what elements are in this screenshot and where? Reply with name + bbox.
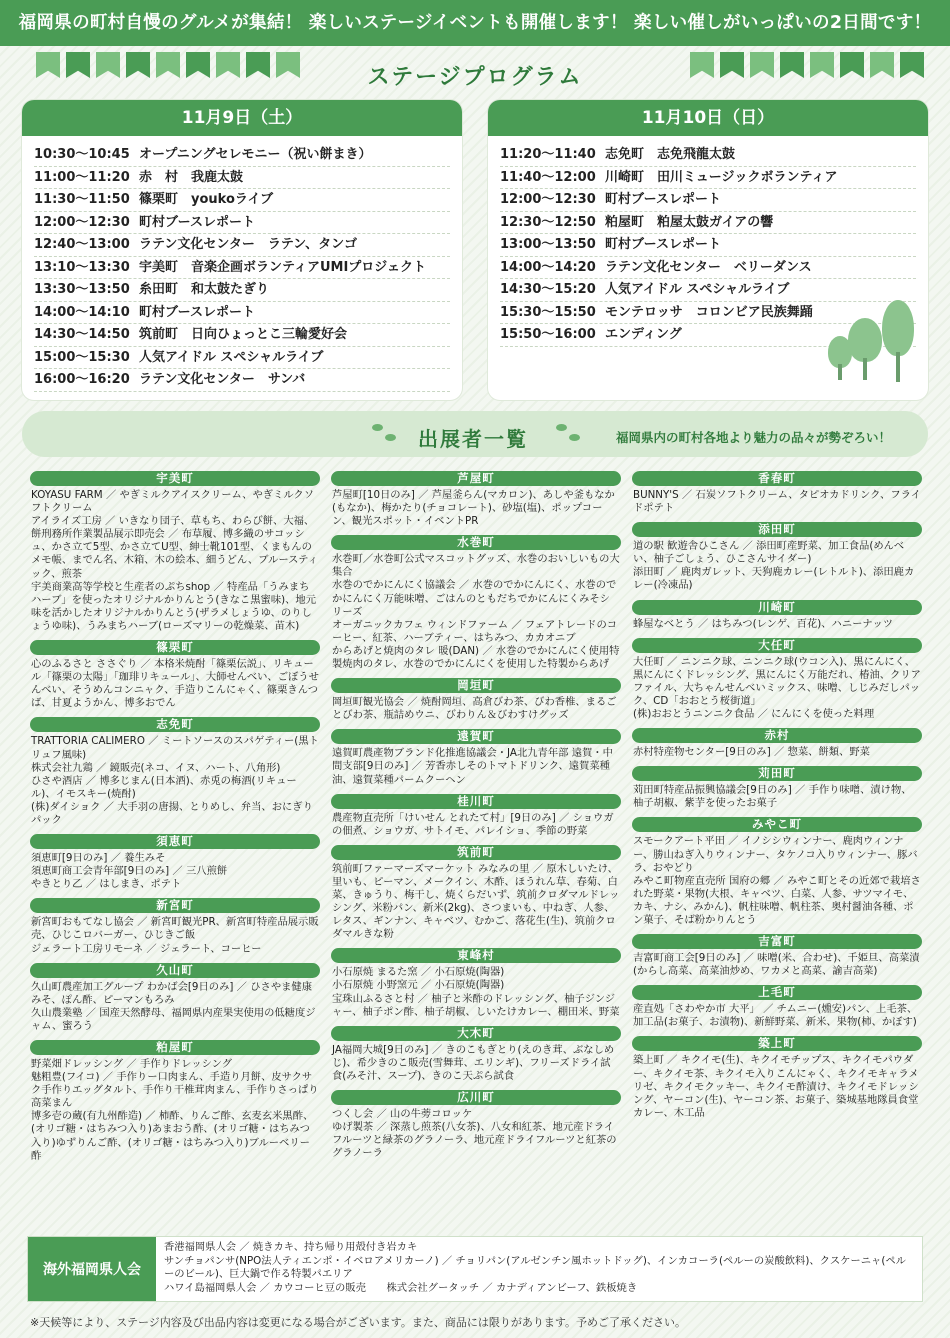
- schedule-act: ラテン文化センター サンバ: [139, 372, 306, 387]
- town-exhibitors: 苅田町特産品振興協議会[9日のみ] ／ 手作り味噌、漬け物、柚子胡椒、紫芋を使ったお菓子: [633, 784, 912, 810]
- schedule-time: 11:20～11:40: [500, 147, 596, 162]
- schedule-act: ラテン文化センター ラテン、タンゴ: [139, 237, 358, 252]
- town-header: 岡垣町: [331, 678, 621, 693]
- town-exhibitors: 築上町 ／ キクイモ(生)、キクイモチップス、キクイモパウダー、キクイモ茶、キクイモ入りこんにゃく、キクイモキャラメリゼ、キクイモクッキー、キクイモ酢漬け、キクイモドレッシング、ヤーコン(生)、ヤーコン茶、お菓子、築城基地隊員食堂カレー、木工品: [633, 1054, 919, 1119]
- town-exhibitors: つくし会 ／ 山の牛蒡コロッケ ゆげ製茶 ／ 深蒸し煎茶(八女茶)、八女和紅茶、地元産ドライフルーツと緑茶のグラノーラ、地元産ドライフルーツと紅茶のグラノーラ: [332, 1108, 617, 1160]
- town-header: 新宮町: [30, 898, 320, 913]
- town-exhibitors: スモークアート平田 ／ イノシシウィンナー、鹿肉ウィンナー、勝山ねぎ入りウィンナー、タケノコ入りウィンナー、豚バラ、おやどり みやこ町物産直売所 国府の郷 ／ みやこ町とその近郊で栽培された野菜・果物(大根、キャベツ、白菜、人参、サツマイモ、カキ、ナシ、みかん)、帆柱味噌、帆柱茶、奥村醤油各種、ポン菓子、そば粉かりんとう: [633, 835, 921, 926]
- town-header: 久山町: [30, 963, 320, 978]
- town-exhibitors: 野菜畑ドレッシング ／ 手作りドレッシング 魅粗豊(フイコ) ／ 手作りー口肉まん、手造り月餅、皮サクサク手作りエッグタルト、手作り干椎茸肉まん、手作りさっぱり高菜まん 博多壱の蔵(有九州酢造) ／ 柿酢、りんご酢、玄麦玄米黒酢、(オリゴ糖・はちみつ入り)あまおう酢、(オリゴ糖・はちみつ入り)ゆずりんご酢、(オリゴ糖・はちみつ入り)ブルーベリー酢: [31, 1058, 319, 1162]
- day1-list: [22, 136, 462, 400]
- header-banner: 福岡県の町村自慢のグルメが集結！ 楽しいステージイベントも開催します！ 楽しい催しがいっぱいの2日間です！: [0, 0, 950, 46]
- town-header: 東峰村: [331, 948, 621, 963]
- schedule-item: [34, 212, 450, 235]
- schedule-item: [500, 189, 916, 212]
- town-header: 苅田町: [632, 766, 922, 781]
- schedule-act: エンディング: [605, 327, 682, 342]
- schedule-item: [34, 144, 450, 167]
- town-header: 粕屋町: [30, 1040, 320, 1055]
- schedule-item: [34, 302, 450, 325]
- town-header: 大任町: [632, 638, 922, 653]
- schedule-act: 赤 村 我鹿太鼓: [139, 169, 244, 185]
- town-header: 志免町: [30, 717, 320, 732]
- schedule-item: [500, 302, 916, 325]
- schedule-time: 14:30～14:50: [34, 327, 130, 342]
- town-header: 筑前町: [331, 845, 621, 860]
- exhibitors-subtitle: 福岡県内の町村各地より魅力の品々が勢ぞろい！: [616, 430, 892, 445]
- town-header: 芦屋町: [331, 471, 621, 486]
- town-header: 大木町: [331, 1026, 621, 1041]
- overseas-section: [27, 1236, 923, 1302]
- schedule-act: 町村ブースレポート: [605, 237, 721, 252]
- schedule-time: 15:30～15:50: [500, 304, 596, 320]
- schedule-act: 人気アイドル スペシャルライブ: [605, 282, 790, 297]
- town-exhibitors: TRATTORIA CALIMERO ／ ミートソースのスパゲティー(黒トリュフ風味) 株式会社九鶏 ／ 鏡販売(ネコ、イヌ、ハート、八角形) ひさや酒店 ／ 博多じまん(日本酒)、赤兎の梅酒(リキュール)、イモスキー(焼酎) (株)ダイショク ／ 大手羽の唐揚、とりめし、弁当、おにぎりパック: [31, 735, 319, 826]
- footnote: ※天候等により、ステージ内容及び出品内容は変更になる場合がございます。また、商品には限りがあります。予めご了承ください。: [30, 1316, 687, 1329]
- town-header: 桂川町: [331, 794, 621, 809]
- schedule-item: [500, 144, 916, 167]
- exhibitor-column-2: [331, 471, 621, 1167]
- day1-schedule: [22, 100, 462, 400]
- overseas-label: 海外福岡県人会: [28, 1237, 156, 1301]
- town-header: 川崎町: [632, 600, 922, 615]
- schedule-act: 町村ブースレポート: [605, 192, 721, 207]
- town-exhibitors: 農産物直売所「けいせん とれたて村」[9日のみ] ／ ショウガの佃煮、ショウガ、サトイモ、パレイショ、季節の野菜: [332, 811, 614, 837]
- overseas-text: 香港福岡県人会 ／ 焼きカキ、持ち帰り用殻付き岩カキ サンチョパンサ(NPO法人ティエンポ・イベロアメリカーノ) ／ チョリパン(アルゼンチン風ホットドッグ)、インカコーラ(ペルーの炭酸飲料)、クスケーニャ(ペルーのビール)、巨大鍋で作る特製パエリア ハワイ島福岡県人会 ／ カウコーヒ豆の販売 株式会社グータッチ ／ カナディアンビーフ、鉄板焼き: [164, 1241, 906, 1294]
- schedule-item: [34, 234, 450, 257]
- town-exhibitors: 岡垣町観光協会 ／ 焼酎岡垣、高倉びわ茶、びわ香椎、まるごとびわ茶、瓶詰めウニ、びわりん＆びわすけグッズ: [332, 696, 617, 722]
- town-header: 水巻町: [331, 535, 621, 550]
- town-exhibitors: 赤村特産物センター[9日のみ] ／ 惣菜、餅類、野菜: [633, 746, 870, 759]
- exhibitor-column-3: [632, 471, 922, 1127]
- town-exhibitors: 遠賀町農產物ブランド化推進協議会・JA北九青年部 遠賀・中間支部[9日のみ] ／ 芳香赤しそのトマトドリンク、遠賀菜種油、遠賀菜種パームクーヘン: [332, 747, 613, 786]
- day2-schedule: [488, 100, 928, 400]
- town-header: 宇美町: [30, 471, 320, 486]
- town-header: 須恵町: [30, 834, 320, 849]
- town-exhibitors: 道の駅 歓遊舎ひこさん ／ 添田町産野菜、加工食品(めんべい、柚子ごしょう、ひこさんサイダー) 添田町 ／ 鹿肉ガレット、天狗鹿カレー(レトルト)、添田鹿カレー(冷凍品): [633, 540, 915, 592]
- schedule-time: 13:00～13:50: [500, 237, 596, 252]
- town-exhibitors: JA福岡大城[9日のみ] ／ きのこもぎとり(えのき茸、ぶなしめじ)、希少きのこ販売(雪舞茸、エリンギ)、フリーズドライ試食(みそ汁、スープ)、きのこ天ぷら試食: [332, 1043, 615, 1082]
- town-exhibitors: 筑前町ファーマーズマーケット みなみの里 ／ 原木しいたけ、里いも、ピーマン、メークイン、木酢、ほうれん草、春菊、白菜、きゅうり、梅干し、焼くらだいず、筑前クロダマルドレッシング、米粉パン、新米(2kg)、さつまいも、中ねぎ、人参、レタス、ギンナン、キャベツ、むかご、落花生(生)、筑前クロダマルきな粉: [332, 862, 620, 941]
- day1-date: 11月9日（土）: [22, 100, 462, 136]
- schedule-act: 町村ブースレポート: [139, 214, 255, 230]
- leaf-icon: [385, 434, 396, 441]
- town-exhibitors: 久山町農産加工グループ わかば会[9日のみ] ／ ひさやま健康みそ、ぽん酢、ピーマンもろみ 久山農業塾 ／ 国産天然酵母、福岡県内産果実使用の低糖度ジャム、蜜ろう: [31, 980, 316, 1032]
- schedule-item: [34, 279, 450, 302]
- schedule-act: ラテン文化センター ベリーダンス: [605, 259, 812, 275]
- leaf-icon: [372, 424, 383, 431]
- schedule-item: [500, 212, 916, 235]
- schedule-act: モンテロッサ コロンビア民族舞踊: [605, 304, 813, 320]
- town-header: みやこ町: [632, 817, 922, 832]
- schedule-item: [500, 279, 916, 302]
- schedule-time: 12:40～13:00: [34, 237, 130, 252]
- schedule-act: 川崎町 田川ミュージックボランティア: [605, 169, 838, 185]
- town-exhibitors: BUNNY'S ／ 石炭ソフトクリーム、タピオカドリンク、フライドポテト: [633, 489, 921, 515]
- town-header: 香春町: [632, 471, 922, 486]
- schedule-act: オープニングセレモニー（祝い餅まき）: [139, 147, 372, 162]
- schedule-act: 町村ブースレポート: [139, 304, 255, 320]
- schedule-act: 志免町 志免飛龍太鼓: [605, 147, 736, 162]
- town-exhibitors: 須恵町[9日のみ] ／ 養生みそ 須恵町商工会青年部[9日のみ] ／ 三八煎餅 やきとり乙 ／ はしまき、ポテト: [31, 852, 228, 891]
- town-header: 吉富町: [632, 934, 922, 949]
- exhibitors-title: 出展者一覧: [418, 427, 528, 451]
- leaf-icon: [556, 424, 567, 431]
- day2-date: 11月10日（日）: [488, 100, 928, 136]
- schedule-act: 糸田町 和太鼓たぎり: [139, 282, 270, 297]
- schedule-act: 粕屋町 粕屋太鼓ガイアの響: [605, 214, 774, 230]
- schedule-time: 11:40～12:00: [500, 169, 596, 185]
- town-header: 築上町: [632, 1036, 922, 1051]
- schedule-act: 人気アイドル スペシャルライブ: [139, 349, 324, 365]
- schedule-time: 10:30～10:45: [34, 147, 130, 162]
- town-exhibitors: 蜂屋なべとう ／ はちみつ(レンゲ、百花)、ハニーナッツ: [633, 617, 894, 630]
- schedule-item: [500, 234, 916, 257]
- schedule-act: 筑前町 日向ひょっとこ三輪愛好会: [139, 327, 348, 342]
- town-exhibitors: 吉富町商工会[9日のみ] ／ 味噌(米、合わせ)、千姫旦、高菜漬(からし高菜、高菜油炒め、ワカメと高菜、諭吉高菜): [633, 952, 920, 978]
- town-exhibitors: KOYASU FARM ／ やぎミルクアイスクリーム、やぎミルクソフトクリーム アイライズ工房 ／ いきなり団子、草もち、わらび餅、大福、餅刑務所作業製品展示即売会 ／ 布草履、博多織のサコッシュ、かさ立て5型、かさ立てU型、紳士靴101型、くまもんのメモ帳、までん名、木箱、木の絵本、細うどん、ブルースティック、煎茶 宇美商業高等学校と生産者のぷちshop ／ 特産品「うみまちハーブ」を使ったオリジナルかりんとう(きなこ黒蜜味)、地元味を活かしたオリジナルかりんとう(ザラメしょうゆ、のりしょうゆ味)、うみまちハーブ(ローズマリーの乾燥菜、苗木): [31, 489, 318, 632]
- schedule-item: [34, 189, 450, 212]
- schedule-time: 11:00～11:20: [34, 169, 130, 185]
- schedule-time: 13:10～13:30: [34, 259, 130, 275]
- schedule-time: 12:30～12:50: [500, 214, 596, 230]
- schedule-item: [34, 347, 450, 370]
- town-exhibitors: 心のふるさと ささぐり ／ 本格米焼酎「篠栗伝説」、リキュール「篠栗の太陽」「珈琲リキュール」、大師せんべい、ごぼうせんべい、そうめんコンニャク、手造りこんにゃく、篠栗きんつば、甘夏ようかん、博多おでん: [31, 658, 319, 710]
- town-header: 広川町: [331, 1090, 621, 1105]
- schedule-time: 14:00～14:10: [34, 304, 130, 320]
- town-exhibitors: 芦屋町[10日のみ] ／ 芦屋釜らん(マカロン)、あしや釜もなか(もなか)、梅かたり(チョコレート)、砂塩(塩)、ポップコーン、観光スポット・イベントPR: [332, 489, 615, 528]
- schedule-act: 宇美町 音楽企画ボランティアUMIプロジェクト: [139, 259, 427, 275]
- schedule-item: [500, 257, 916, 280]
- town-exhibitors: 大任町 ／ ニンニク球、ニンニク球(ウコン入)、黒にんにく、黒にんにくドレッシング、黒にんにく万能だれ、椿油、クリアファイル、大ちゃんせんべいミックス、味噌、しじみだしパック、CD「おおとう桜街道」 (株)おおとうニンニク食品 ／ にんにくを使った料理: [633, 655, 921, 721]
- town-header: 遠賀町: [331, 729, 621, 744]
- schedule-item: [34, 324, 450, 347]
- leaf-icon: [569, 434, 580, 441]
- town-header: 篠栗町: [30, 640, 320, 655]
- schedule-time: 14:00～14:20: [500, 259, 596, 275]
- town-exhibitors: 小石原焼 まるた窯 ／ 小石原焼(陶器) 小石原焼 小野窯元 ／ 小石原焼(陶器) 宝珠山ふるさと村 ／ 柚子と米酢のドレッシング、柚子ジンジャー、柚子ポン酢、柚子胡椒、しいたけカレー、棚田米、野菜: [332, 966, 620, 1018]
- schedule-time: 12:00～12:30: [34, 214, 130, 230]
- schedule-time: 12:00～12:30: [500, 192, 596, 207]
- schedule-item: [34, 369, 450, 392]
- schedule-time: 15:00～15:30: [34, 349, 130, 365]
- town-exhibitors: 産直処「さわやか市 大平」 ／ チムニー(燻安)パン、上毛茶、加工品(お菓子、お漬物)、新鮮野菜、新米、果物(柿、かぼす): [633, 1003, 918, 1029]
- schedule-item: [500, 167, 916, 190]
- town-header: 添田町: [632, 522, 922, 537]
- schedule-item: [34, 257, 450, 280]
- schedule-time: 16:00～16:20: [34, 372, 130, 387]
- stage-program-title: ステージプログラム: [367, 65, 583, 90]
- town-header: 上毛町: [632, 985, 922, 1000]
- town-exhibitors: 水巻町／水巻町公式マスコットグッズ、水巻のおいしいもの大集合 水巻のでかにんにく協議会 ／ 水巻のでかにんにく、水巻のでかにんにく万能味噌、ごはんのともだちでかにんにくみそシリーズ オーガニックカフェ ウィンドファーム ／ フェアトレードのコーヒー、紅茶、ハーブティー、はちみつ、カカオニブ からあげと焼肉のタレ 暖(DAN) ／ 水巻のでかにんにく使用特製焼肉のタレ、水巻のでかにんにくを使用した特製からあげ: [332, 553, 620, 671]
- town-header: 赤村: [632, 728, 922, 743]
- town-exhibitors: 新宮町おもてなし協会 ／ 新宮町観光PR、新宮町特産品展示販売、ひじこロバーガー、ひじきご飯 ジェラート工房リモーネ ／ ジェラート、コーヒー: [31, 916, 319, 955]
- schedule-time: 11:30～11:50: [34, 192, 130, 207]
- schedule-item: [34, 167, 450, 190]
- exhibitor-column-1: [30, 471, 320, 1170]
- schedule-time: 13:30～13:50: [34, 282, 130, 297]
- schedule-act: 篠栗町 youkoライブ: [139, 192, 274, 207]
- schedule-time: 15:50～16:00: [500, 327, 596, 342]
- schedule-time: 14:30～15:20: [500, 282, 596, 297]
